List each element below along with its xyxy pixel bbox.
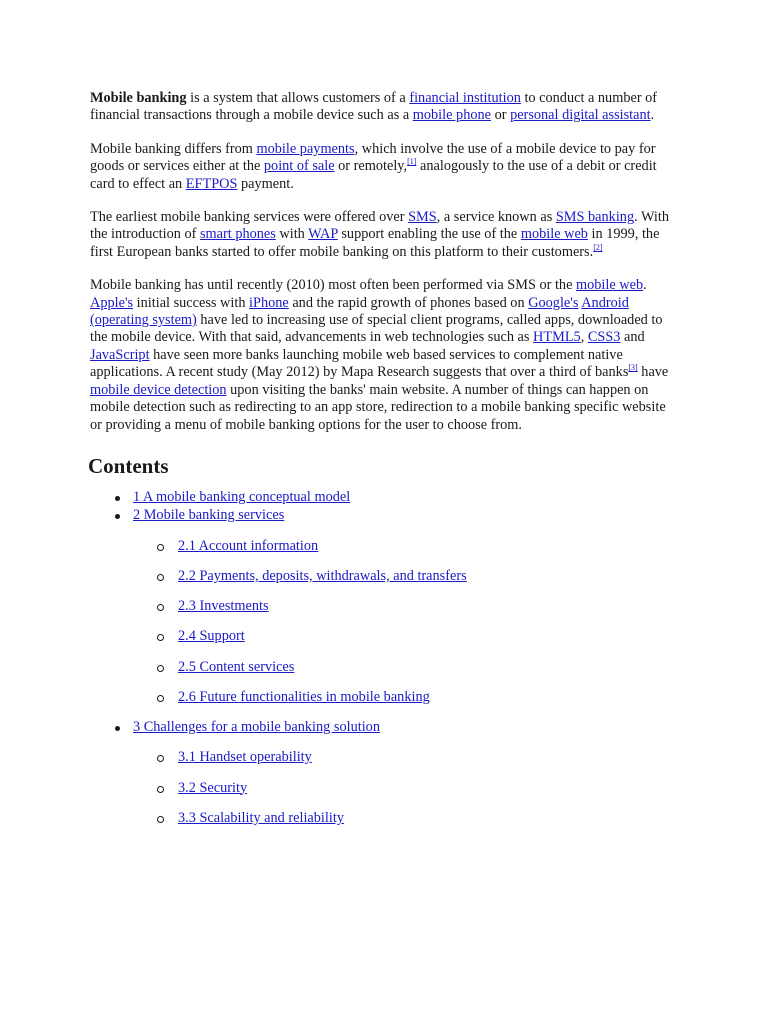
link-personal-digital-assistant[interactable]: personal digital assistant [510,107,651,124]
link-sms-banking[interactable]: SMS banking [555,209,635,226]
toc-sublist-3 [133,749,680,827]
reference-3-link[interactable]: [3] [628,363,638,373]
link-iphone[interactable]: iPhone [249,294,289,311]
link-mobile-device-detection[interactable]: mobile device detection [90,381,227,398]
link-css3[interactable]: CSS3 [587,329,621,346]
toc-link-2-2[interactable]: 2.2 Payments, deposits, withdrawals, and transfers [178,567,467,584]
link-google[interactable]: Google's [528,294,579,311]
toc-link-3-1[interactable]: 3.1 Handset operability [178,749,312,766]
toc-link-1[interactable]: 1 A mobile banking conceptual model [133,488,351,505]
link-wap[interactable]: WAP [308,226,338,243]
payments-paragraph: Mobile banking differs from mobile payments, which involve the use of a mobile device to pay for goods or services either at the point of sale or remotely,[1] analogously to the use of a debit or credit card to effect an EFTPOS payment. [90,140,657,192]
toc-link-2-1[interactable]: 2.1 Account information [178,537,319,554]
link-point-of-sale[interactable]: point of sale [263,158,335,175]
link-mobile-web[interactable]: mobile web [520,226,588,243]
table-of-contents [90,489,680,827]
reference-2-link[interactable]: [2] [593,242,603,252]
toc-link-2-4[interactable]: 2.4 Support [178,628,245,645]
toc-subitem [133,749,680,766]
link-mobile-phone[interactable]: mobile phone [412,107,491,124]
toc-item-3 [90,719,680,827]
toc-link-3[interactable]: 3 Challenges for a mobile banking solution [133,718,380,735]
toc-link-3-3[interactable]: 3.3 Scalability and reliability [178,809,344,826]
toc-subitem [133,628,680,645]
toc-subitem [133,659,680,676]
reference-1-link[interactable]: [1] [407,157,417,167]
recent-trends-paragraph: Mobile banking has until recently (2010) most often been performed via SMS or the mobile web. Apple's initial success with iPhone and the rapid growth of phones based on Google's Android (operating system) have led to increasing use of special client programs, called apps, downloaded to the mobile device. With that said, advancements in web technologies such as HTML5, CSS3 and JavaScript have seen more banks launching mobile web based services to complement native applications. A recent study (May 2012) by Mapa Research suggests that over a third of banks[3] have mobile device detection upon visiting the banks' main website. A number of things can happen on mobile detection such as redirecting to an app store, redirection to a mobile banking specific website or providing a menu of mobile banking options for the user to choose from. [90,277,669,433]
contents-heading: Contents [88,453,169,478]
link-smart-phones[interactable]: smart phones [199,226,276,243]
intro-paragraph: Mobile banking is a system that allows customers of a financial institution to conduct a number of financial transactions through a mobile device such as a mobile phone or personal digital assistant. [90,90,658,124]
link-android[interactable]: Android (operating system) [90,294,629,329]
toc-subitem [133,568,680,585]
toc-link-2[interactable]: 2 Mobile banking services [133,507,285,524]
link-apple[interactable]: Apple's [90,294,134,311]
link-mobile-web-2[interactable]: mobile web [576,277,644,294]
toc-link-2-3[interactable]: 2.3 Investments [178,598,269,615]
link-sms[interactable]: SMS [408,209,437,226]
link-eftpos[interactable]: EFTPOS [185,175,238,192]
link-html5[interactable]: HTML5 [533,329,581,346]
toc-item-2 [90,507,680,706]
toc-subitem [133,810,680,827]
link-mobile-payments[interactable]: mobile payments [256,140,355,157]
toc-link-3-2[interactable]: 3.2 Security [178,779,248,796]
history-paragraph: The earliest mobile banking services were offered over SMS, a service known as SMS banking. With the introduction of smart phones with WAP support enabling the use of the mobile web in 1999, the first European banks started to offer mobile banking on this platform to their customers.[2] [90,209,669,260]
toc-subitem [133,538,680,555]
toc-link-2-5[interactable]: 2.5 Content services [178,658,295,675]
term-mobile-banking: Mobile banking [90,90,187,106]
toc-link-2-6[interactable]: 2.6 Future functionalities in mobile banking [178,688,430,705]
link-javascript[interactable]: JavaScript [90,346,150,363]
toc-subitem [133,598,680,615]
toc-sublist-2 [133,538,680,706]
article-body [90,90,680,840]
link-financial-institution[interactable]: financial institution [409,90,521,106]
toc-subitem [133,689,680,706]
toc-subitem [133,780,680,797]
toc-item-1 [90,489,680,506]
